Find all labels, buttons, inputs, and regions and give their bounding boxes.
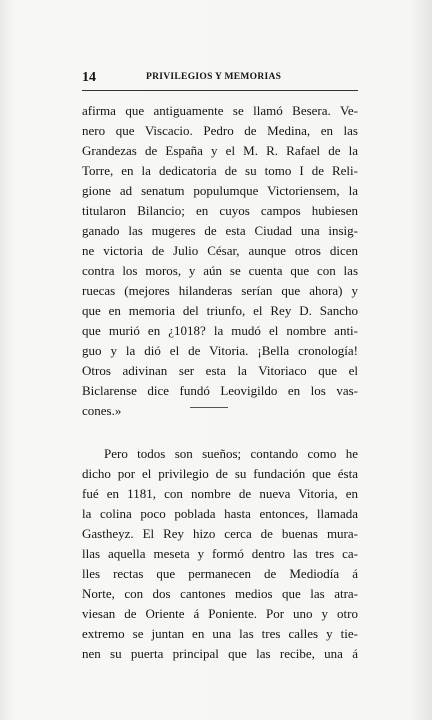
text-line: nen su puerta principal que las recibe, una á xyxy=(82,646,358,661)
paragraph-1 xyxy=(82,101,358,421)
text-line: llas aquella meseta y formó dentro las tres ca- xyxy=(82,546,358,561)
text-line: Biclarense dice fundó Leovigildo en los vas- xyxy=(82,383,358,398)
text-line: viesan de Oriente á Poniente. Por uno y otro xyxy=(82,606,358,621)
paragraph-2 xyxy=(82,444,358,664)
text-line: Pero todos son sueños; contando como he xyxy=(104,446,358,461)
text-line: que en memoria del triunfo, el Rey D. Sancho xyxy=(82,303,358,318)
text-line: Torre, en la dedicatoria de su tomo I de Reli- xyxy=(82,163,358,178)
text-line: dicho por el privilegio de su fundación que ésta xyxy=(82,466,358,481)
page-header xyxy=(82,70,358,86)
running-head: PRIVILEGIOS Y MEMORIAS xyxy=(146,72,282,82)
text-line: guo y la dió el de Vitoria. ¡Bella cronología! xyxy=(82,343,358,358)
body-text xyxy=(82,101,358,664)
text-line: ruecas (mejores hilanderas serían que ahora) y xyxy=(82,283,358,298)
text-line: afirma que antiguamente se llamó Besera. Ve- xyxy=(82,103,358,118)
text-line: lles rectas que permanecen de Mediodía á xyxy=(82,566,358,581)
text-line: que murió en ¿1018? la mudó el nombre anti- xyxy=(82,323,358,338)
text-line: cones.» xyxy=(82,403,122,418)
text-line: ne victoria de Julio César, aunque otros dicen xyxy=(82,243,358,258)
text-line: ganado las mugeres de esta Ciudad una insig- xyxy=(82,223,358,238)
page-number: 14 xyxy=(82,70,96,85)
section-separator xyxy=(190,407,228,408)
text-line: contra los moros, y aún se cuenta que con las xyxy=(82,263,358,278)
text-line: nero que Viscacio. Pedro de Medina, en las xyxy=(82,123,358,138)
text-line: Norte, con dos cantones medios que las atra- xyxy=(82,586,358,601)
text-line: la colina poco poblada hasta entonces, llamada xyxy=(82,506,358,521)
text-line: fué en 1181, con nombre de nueva Vitoria, en xyxy=(82,486,358,501)
text-line: Otros adivinan ser esta la Vitoriaco que el xyxy=(82,363,358,378)
text-line: gione ad senatum populumque Victoriensem, la xyxy=(82,183,358,198)
text-line: Grandezas de España y el M. R. Rafael de la xyxy=(82,143,358,158)
header-rule xyxy=(82,90,358,91)
text-line: Gastheyz. El Rey hizo cerca de buenas mura- xyxy=(82,526,358,541)
text-line: titularon Bilancio; en cuyos campos hubiesen xyxy=(82,203,358,218)
text-line: extremo se juntan en una las tres calles y tie- xyxy=(82,626,358,641)
